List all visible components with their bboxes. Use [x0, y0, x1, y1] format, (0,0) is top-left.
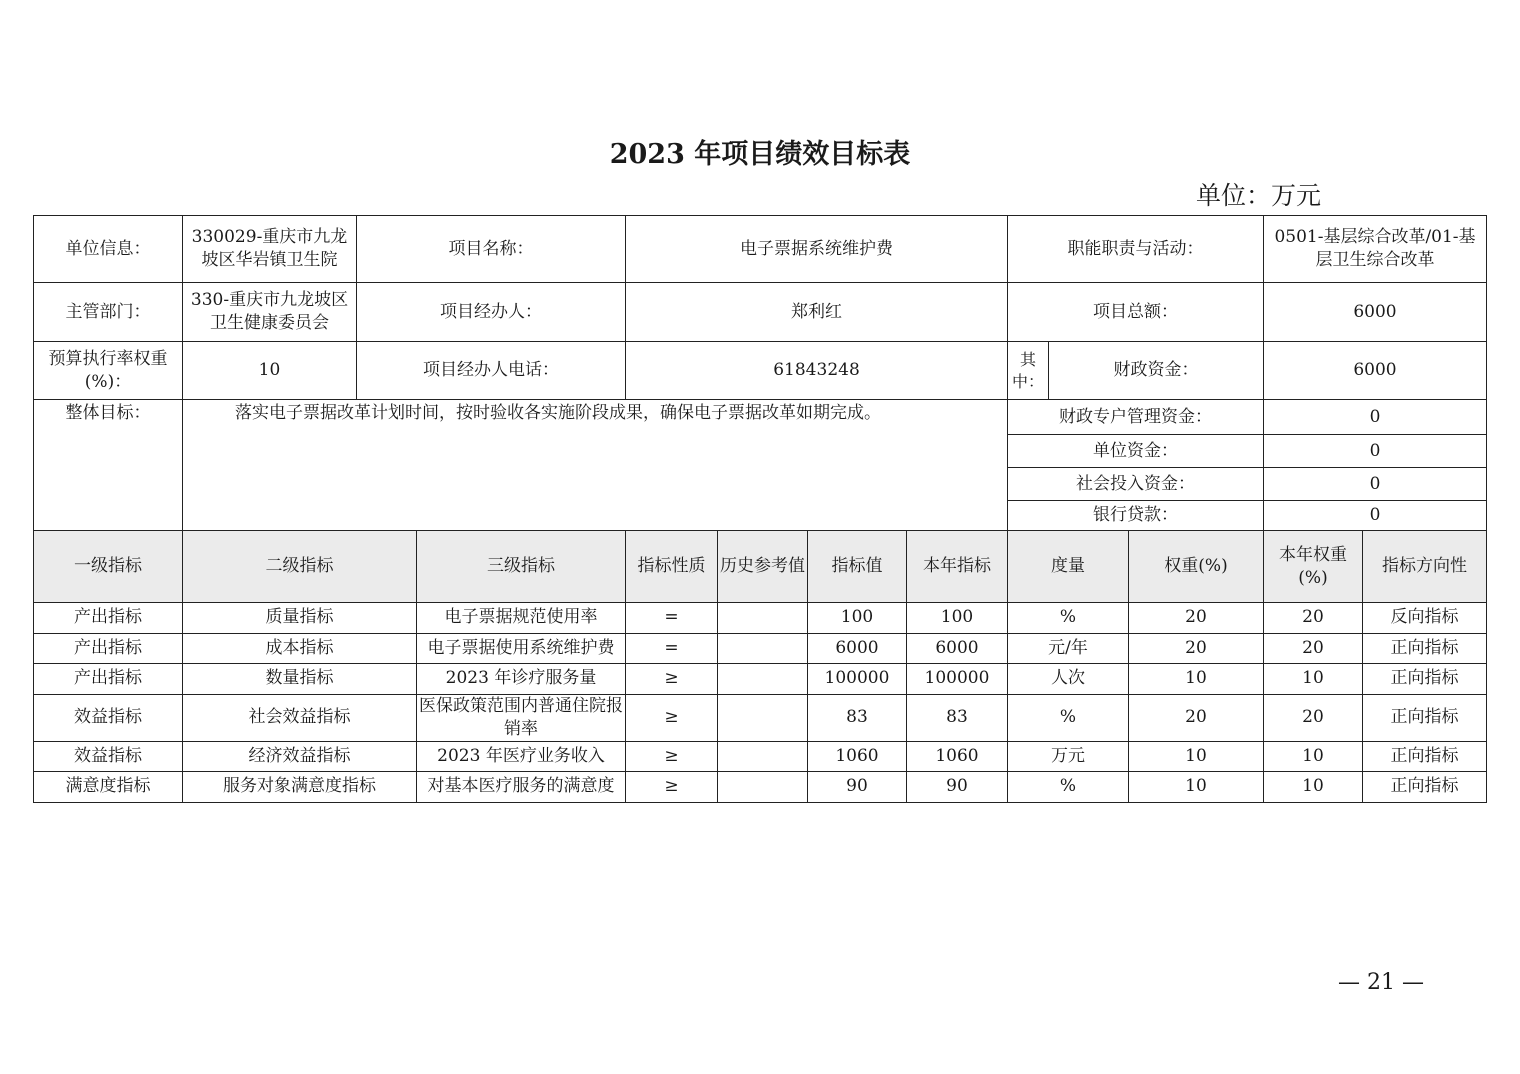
indicator-cell-l3: 对基本医疗服务的满意度: [417, 772, 626, 803]
info-row-unit: [34, 216, 1487, 283]
table-row: [34, 772, 1487, 803]
function-label: 职能职责与活动：: [1008, 216, 1264, 283]
indicator-cell-this-year: 90: [907, 772, 1008, 803]
indicator-cell-this-year: 83: [907, 694, 1008, 741]
indicator-cell-l3: 电子票据使用系统维护费: [417, 633, 626, 664]
indicator-cell-year-weight: 10: [1264, 664, 1363, 695]
indicator-cell-l1: 产出指标: [34, 633, 183, 664]
indicator-cell-l1: 效益指标: [34, 741, 183, 772]
indicator-cell-l3: 医保政策范围内普通住院报销率: [417, 694, 626, 741]
bank-loan-label: 银行贷款：: [1008, 501, 1264, 531]
indicator-cell-l2: 社会效益指标: [183, 694, 417, 741]
indicator-cell-measure: %: [1008, 603, 1129, 634]
indicator-cell-measure: 元/年: [1008, 633, 1129, 664]
fiscal-label: 财政资金：: [1049, 342, 1264, 400]
indicator-cell-nature: ≥: [626, 694, 718, 741]
indicator-cell-l1: 产出指标: [34, 603, 183, 634]
goal-label: 整体目标：: [34, 400, 183, 531]
indicator-cell-weight: 20: [1129, 603, 1264, 634]
project-name-value: 电子票据系统维护费: [626, 216, 1008, 283]
goal-value: 落实电子票据改革计划时间，按时验收各实施阶段成果，确保电子票据改革如期完成。: [183, 400, 1008, 531]
indicator-cell-history: [718, 603, 808, 634]
table-row: [34, 741, 1487, 772]
indicator-cell-l1: 产出指标: [34, 664, 183, 695]
manager-value: 郑利红: [626, 283, 1008, 342]
indicator-header-row: [34, 531, 1487, 603]
indicator-cell-nature: ≥: [626, 741, 718, 772]
info-row-special: [34, 400, 1487, 435]
indicator-cell-measure: %: [1008, 772, 1129, 803]
indicator-cell-l3: 2023 年诊疗服务量: [417, 664, 626, 695]
header-nature: 指标性质: [626, 531, 718, 603]
indicator-cell-direction: 正向指标: [1363, 633, 1487, 664]
header-history: 历史参考值: [718, 531, 808, 603]
indicator-cell-value: 90: [808, 772, 907, 803]
header-this-year: 本年指标: [907, 531, 1008, 603]
header-year-weight: 本年权重(%): [1264, 531, 1363, 603]
special-fund-value: 0: [1264, 400, 1487, 435]
indicator-cell-year-weight: 20: [1264, 694, 1363, 741]
budget-weight-label: 预算执行率权重(%)：: [34, 342, 183, 400]
indicator-cell-nature: ≥: [626, 664, 718, 695]
indicator-cell-direction: 反向指标: [1363, 603, 1487, 634]
phone-value: 61843248: [626, 342, 1008, 400]
dept-value: 330-重庆市九龙坡区卫生健康委员会: [183, 283, 357, 342]
indicator-cell-history: [718, 741, 808, 772]
indicator-cell-direction: 正向指标: [1363, 664, 1487, 695]
header-direction: 指标方向性: [1363, 531, 1487, 603]
special-fund-label: 财政专户管理资金：: [1008, 400, 1264, 435]
bank-loan-value: 0: [1264, 501, 1487, 531]
indicator-cell-measure: %: [1008, 694, 1129, 741]
indicator-cell-direction: 正向指标: [1363, 694, 1487, 741]
indicator-cell-l1: 满意度指标: [34, 772, 183, 803]
indicator-cell-weight: 10: [1129, 772, 1264, 803]
social-fund-label: 社会投入资金：: [1008, 468, 1264, 501]
page-number: — 21 —: [1338, 970, 1424, 995]
indicator-cell-weight: 20: [1129, 694, 1264, 741]
indicator-cell-l3: 电子票据规范使用率: [417, 603, 626, 634]
table-row: [34, 633, 1487, 664]
indicator-body: [34, 603, 1487, 803]
table-row: [34, 694, 1487, 741]
total-label: 项目总额：: [1008, 283, 1264, 342]
among-label: 其中：: [1008, 342, 1049, 400]
table-row: [34, 664, 1487, 695]
unit-info-label: 单位信息：: [34, 216, 183, 283]
header-weight: 权重(%): [1129, 531, 1264, 603]
indicator-cell-year-weight: 10: [1264, 741, 1363, 772]
indicator-cell-value: 100000: [808, 664, 907, 695]
total-value: 6000: [1264, 283, 1487, 342]
header-level3: 三级指标: [417, 531, 626, 603]
page-title: 2023 年项目绩效目标表: [609, 139, 911, 170]
indicator-cell-nature: =: [626, 633, 718, 664]
indicator-cell-l3: 2023 年医疗业务收入: [417, 741, 626, 772]
indicator-cell-history: [718, 633, 808, 664]
indicator-cell-weight: 20: [1129, 633, 1264, 664]
indicator-cell-weight: 10: [1129, 741, 1264, 772]
indicator-cell-value: 100: [808, 603, 907, 634]
indicator-cell-direction: 正向指标: [1363, 772, 1487, 803]
indicator-cell-year-weight: 10: [1264, 772, 1363, 803]
indicator-cell-measure: 万元: [1008, 741, 1129, 772]
indicator-cell-this-year: 1060: [907, 741, 1008, 772]
unit-label: 单位：万元: [1196, 181, 1322, 210]
indicator-cell-measure: 人次: [1008, 664, 1129, 695]
indicator-cell-this-year: 100000: [907, 664, 1008, 695]
manager-label: 项目经办人：: [357, 283, 626, 342]
indicator-cell-history: [718, 664, 808, 695]
indicator-cell-value: 6000: [808, 633, 907, 664]
indicator-cell-nature: =: [626, 603, 718, 634]
indicator-cell-l2: 经济效益指标: [183, 741, 417, 772]
indicator-cell-l2: 服务对象满意度指标: [183, 772, 417, 803]
table-row: [34, 603, 1487, 634]
fiscal-value: 6000: [1264, 342, 1487, 400]
own-fund-label: 单位资金：: [1008, 435, 1264, 468]
info-row-budget: [34, 342, 1487, 400]
budget-weight-value: 10: [183, 342, 357, 400]
dept-label: 主管部门：: [34, 283, 183, 342]
indicator-cell-l2: 质量指标: [183, 603, 417, 634]
indicator-cell-l2: 成本指标: [183, 633, 417, 664]
header-value: 指标值: [808, 531, 907, 603]
indicator-cell-this-year: 100: [907, 603, 1008, 634]
own-fund-value: 0: [1264, 435, 1487, 468]
phone-label: 项目经办人电话：: [357, 342, 626, 400]
performance-table: [33, 215, 1487, 803]
header-level1: 一级指标: [34, 531, 183, 603]
info-row-dept: [34, 283, 1487, 342]
indicator-cell-l1: 效益指标: [34, 694, 183, 741]
indicator-cell-direction: 正向指标: [1363, 741, 1487, 772]
indicator-cell-weight: 10: [1129, 664, 1264, 695]
header-measure: 度量: [1008, 531, 1129, 603]
indicator-cell-value: 1060: [808, 741, 907, 772]
social-fund-value: 0: [1264, 468, 1487, 501]
project-name-label: 项目名称：: [357, 216, 626, 283]
unit-info-value: 330029-重庆市九龙坡区华岩镇卫生院: [183, 216, 357, 283]
indicator-cell-year-weight: 20: [1264, 603, 1363, 634]
indicator-cell-history: [718, 772, 808, 803]
indicator-cell-value: 83: [808, 694, 907, 741]
indicator-cell-this-year: 6000: [907, 633, 1008, 664]
indicator-cell-l2: 数量指标: [183, 664, 417, 695]
indicator-cell-nature: ≥: [626, 772, 718, 803]
indicator-cell-year-weight: 20: [1264, 633, 1363, 664]
header-level2: 二级指标: [183, 531, 417, 603]
indicator-cell-history: [718, 694, 808, 741]
function-value: 0501-基层综合改革/01-基层卫生综合改革: [1264, 216, 1487, 283]
